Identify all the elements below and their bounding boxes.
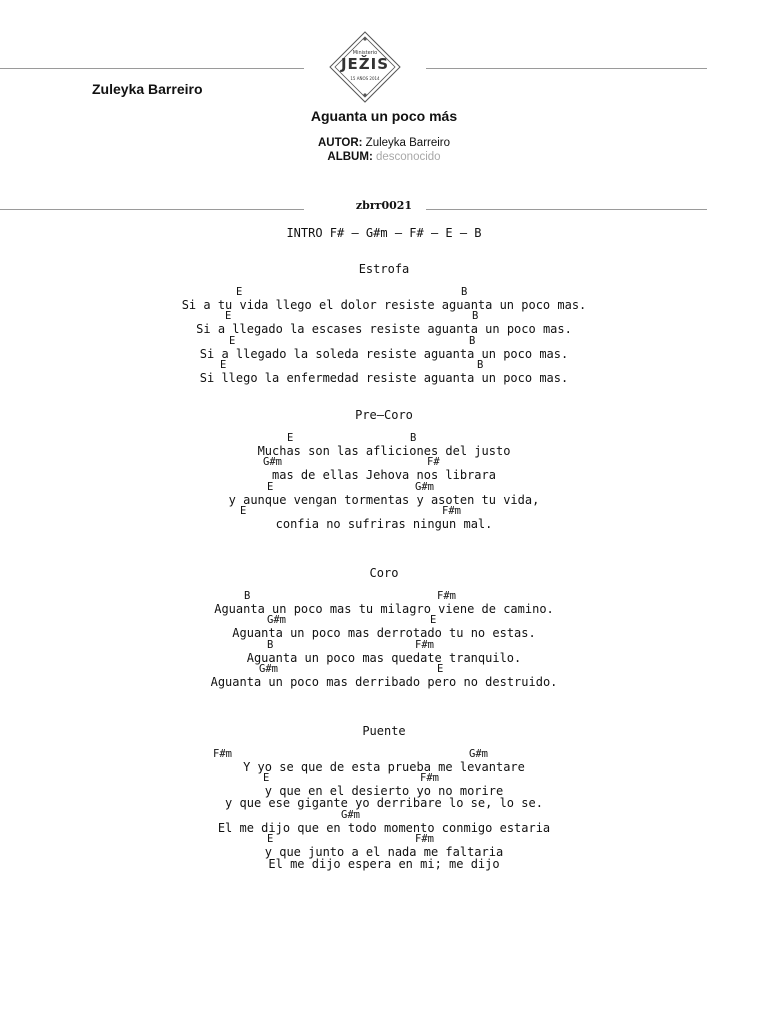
chord-precoro-4-fsm: F#m [442,505,461,517]
chord-puente-2-fsm: F#m [420,772,439,784]
lyric-precoro-1: Muchas son las afliciones del justo [257,444,511,458]
chord-coro-1-b: B [244,590,251,602]
chord-estrofa-1-e: E [236,286,243,298]
chord-estrofa-4-b: B [477,359,484,371]
section-estrofa: Estrofa [358,262,410,276]
lyric-estrofa-4: Si llego la enfermedad resiste aguanta un poco mas. [199,371,569,385]
lyric-puente-4: El me dijo que en todo momento conmigo estaria [217,821,551,835]
lyric-coro-4: Aguanta un poco mas derribado pero no destruido. [210,675,558,689]
song-code: zbrr0021 [355,199,413,212]
chord-puente-4-gsm: G#m [341,809,360,821]
chord-estrofa-2-e: E [225,310,232,322]
lyric-estrofa-2: Si a llegado la escases resiste aguanta un poco mas. [196,322,572,336]
author-value: Zuleyka Barreiro [365,137,451,149]
chord-coro-3-b: B [267,639,274,651]
chord-coro-2-e: E [430,614,437,626]
chord-precoro-3-gsm: G#m [415,481,434,493]
chord-precoro-1-b: B [410,432,417,444]
chord-precoro-1-e: E [287,432,294,444]
lyric-puente-6: El me dijo espera en mi; me dijo [268,857,500,871]
chord-coro-3-fsm: F#m [415,639,434,651]
song-title: Aguanta un poco más [310,108,458,124]
chord-coro-2-gsm: G#m [267,614,286,626]
chord-puente-5-e: E [267,833,274,845]
lyric-puente-1: Y yo se que de esta prueba me levantare [243,760,525,774]
chord-coro-4-e: E [437,663,444,675]
album-line [0,151,768,163]
album-label: ALBUM: [327,151,373,163]
ministry-logo [328,30,402,104]
section-coro: Coro [369,566,399,580]
chord-estrofa-3-e: E [229,335,236,347]
header-rule-right [426,68,707,69]
chord-coro-4-gsm: G#m [259,663,278,675]
chord-puente-1-gsm: G#m [469,748,488,760]
section-precoro: Pre–Coro [355,408,413,422]
intro-line: INTRO F# – G#m – F# – E – B [286,226,482,240]
author-label: AUTOR: [317,137,363,149]
logo-bottom-text: 15 AÑOS 2014 [350,76,380,81]
chord-precoro-3-e: E [267,481,274,493]
chord-estrofa-4-e: E [220,359,227,371]
chord-precoro-2-gsm: G#m [263,456,282,468]
lyric-estrofa-3: Si a llegado la soleda resiste aguanta un poco mas. [199,347,569,361]
lyric-precoro-4: confia no sufriras ningun mal. [275,517,493,531]
chord-precoro-4-e: E [240,505,247,517]
logo-name: JEŽIS [340,55,390,73]
lyric-puente-2: y que en el desierto yo no morire [264,784,504,798]
logo-top-text: Ministerio [352,50,378,56]
lyric-coro-3: Aguanta un poco mas quedate tranquilo. [246,651,522,665]
chord-estrofa-3-b: B [469,335,476,347]
chord-estrofa-2-b: B [472,310,479,322]
lyric-coro-2: Aguanta un poco mas derrotado tu no estas. [232,626,536,640]
artist-name: Zuleyka Barreiro [92,81,203,97]
chord-puente-5-fsm: F#m [415,833,434,845]
chord-precoro-2-fs: F# [427,456,440,468]
album-value: desconocido [375,151,441,163]
chord-estrofa-1-b: B [461,286,468,298]
lyric-precoro-3: y aunque vengan tormentas y asoten tu vida, [228,493,540,507]
lyric-estrofa-1: Si a tu vida llego el dolor resiste aguanta un poco mas. [181,298,587,312]
lyric-puente-5: y que junto a el nada me faltaria [264,845,504,859]
header-rule-left [0,68,304,69]
lyric-puente-3: y que ese gigante yo derribare lo se, lo se. [225,796,543,810]
chord-puente-1-fsm: F#m [213,748,232,760]
author-line [0,137,768,149]
lyric-precoro-2: mas de ellas Jehova nos librara [272,468,496,482]
lyric-coro-1: Aguanta un poco mas tu milagro viene de camino. [214,602,554,616]
chord-coro-1-fsm: F#m [437,590,456,602]
chord-puente-2-e: E [263,772,270,784]
section-puente: Puente [362,724,406,738]
